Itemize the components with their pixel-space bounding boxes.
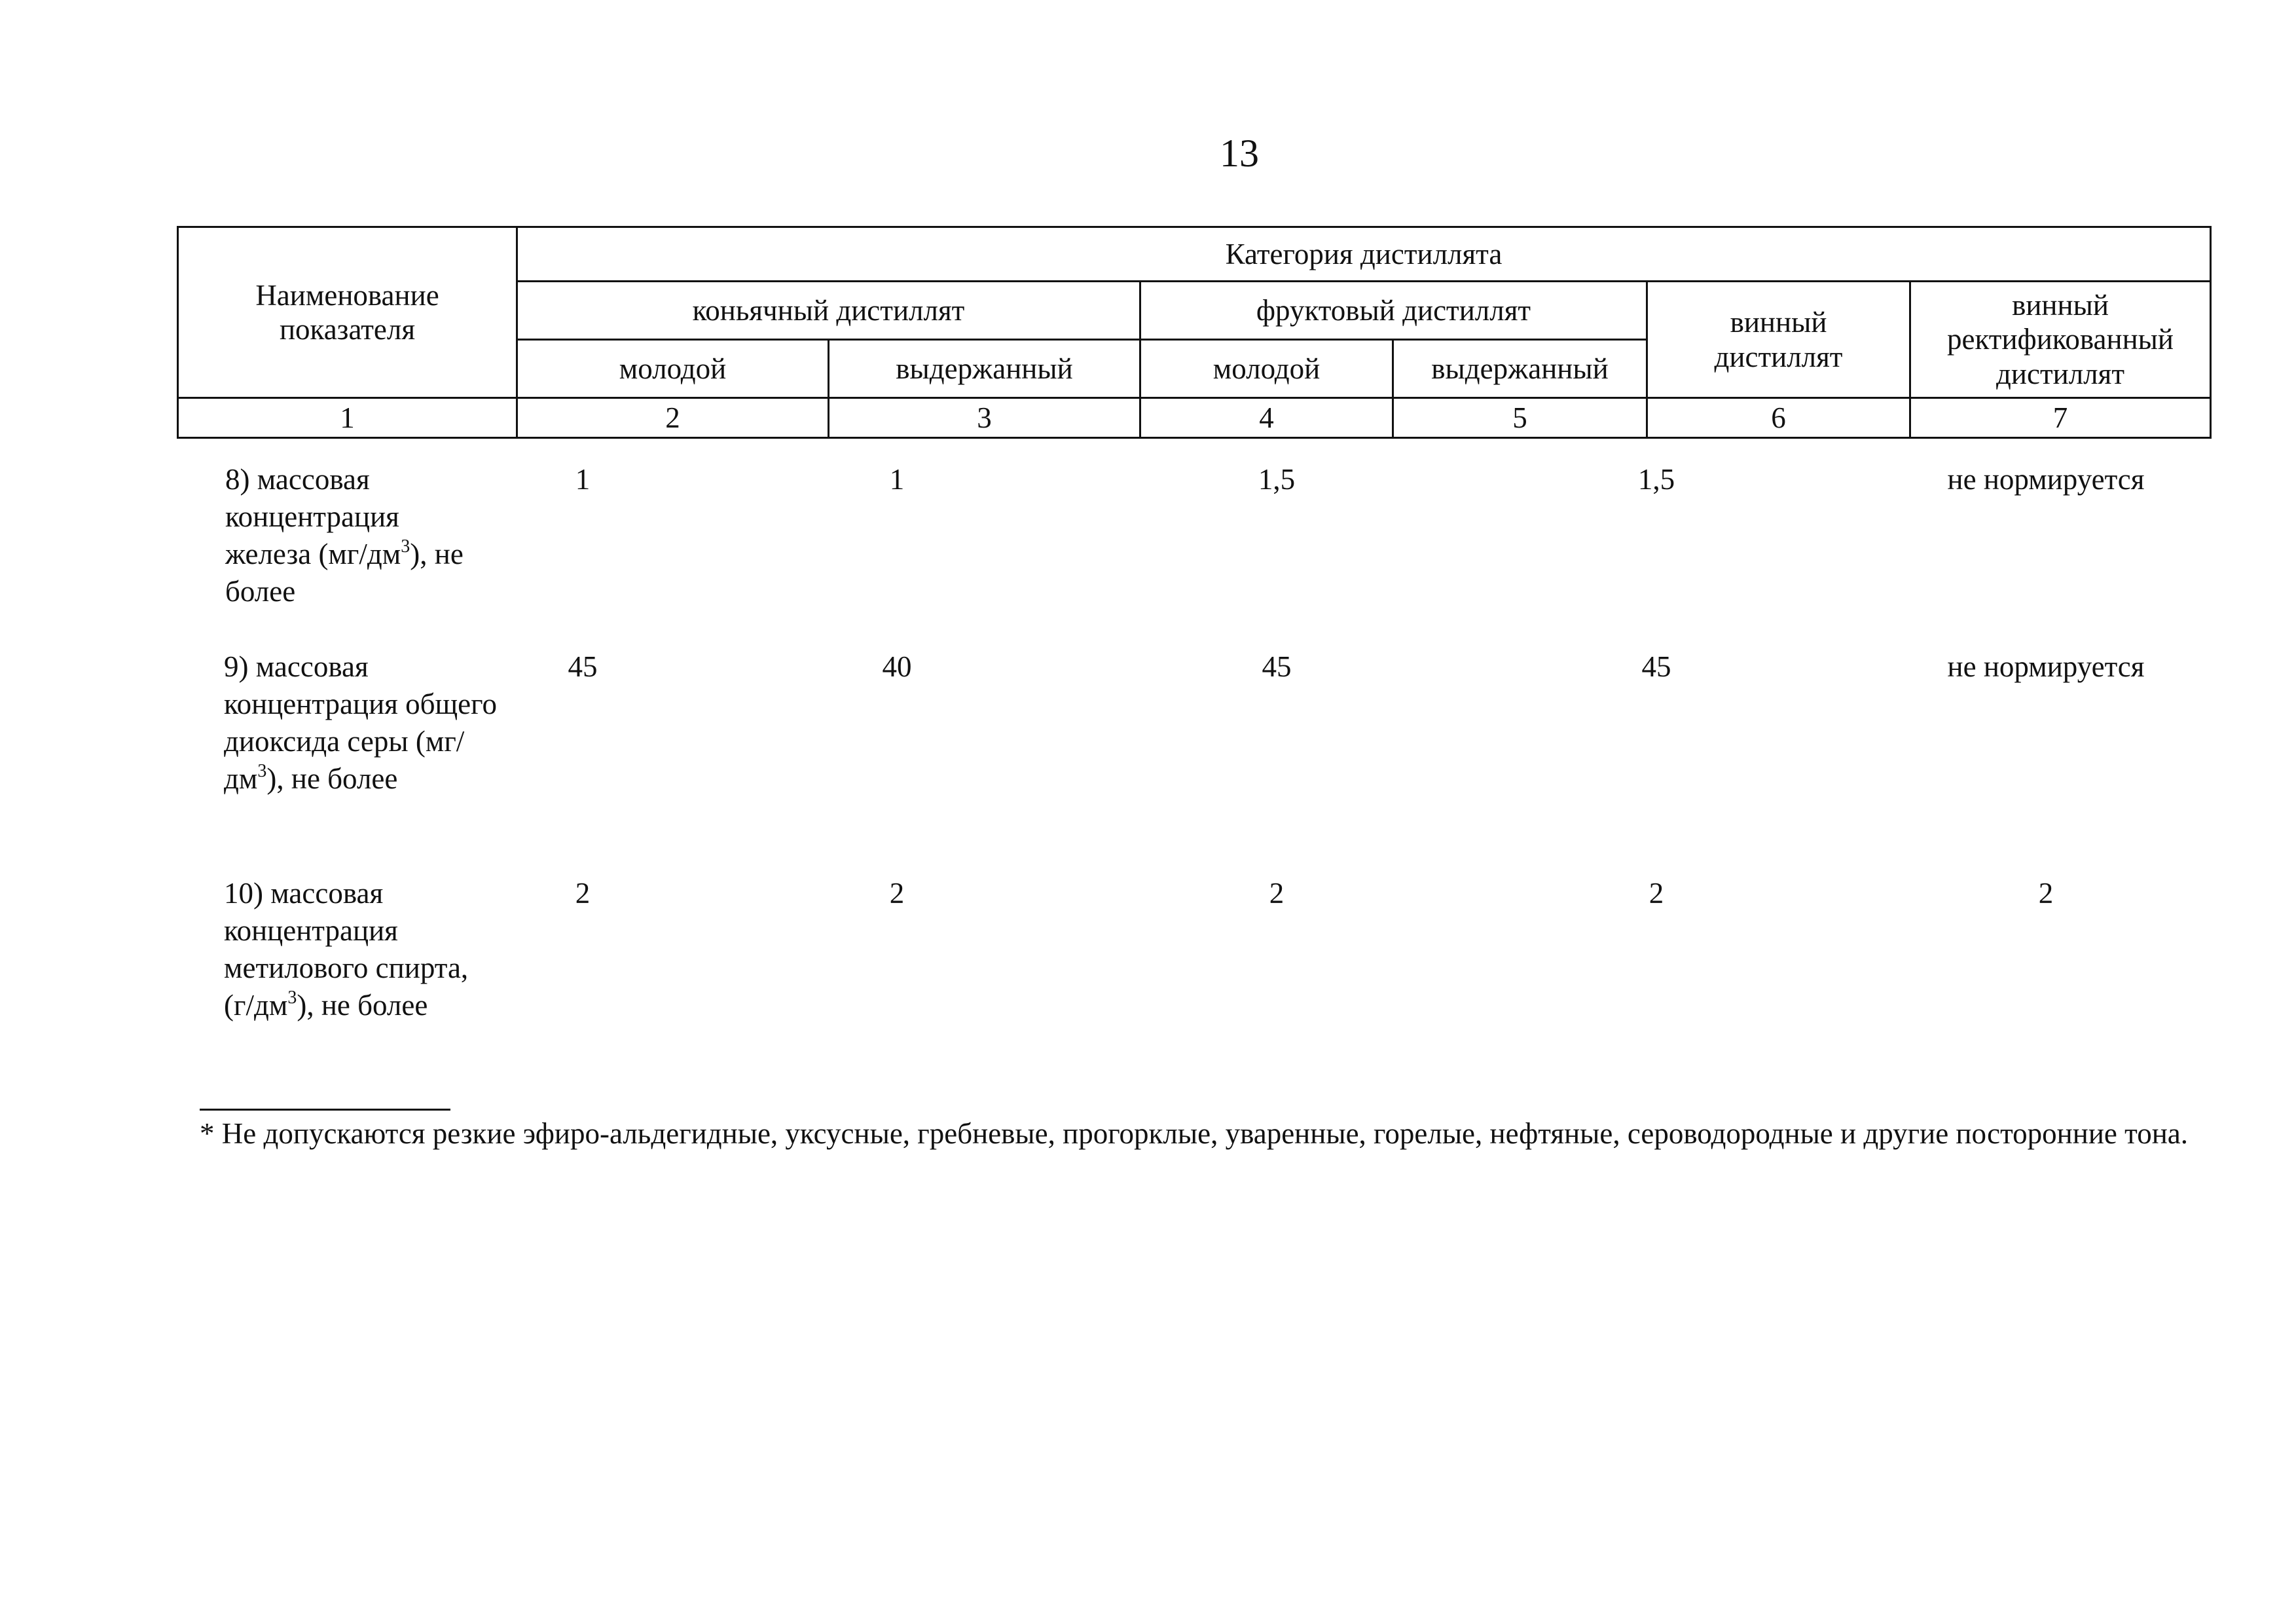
column-number: 2: [517, 398, 829, 438]
value-wine: 1,5: [1637, 463, 1675, 496]
indicator-name: 10) массовая концентрация метилового спирта, $(г/дм^3)$, не более: [224, 877, 469, 1022]
value-fruit: 45: [1262, 650, 1292, 683]
footnote-divider: [200, 1109, 450, 1111]
value-cognac-young: 2: [575, 877, 591, 910]
indicator-name: 8) массовая концентрация железа $(мг/дм^3)$, не более: [225, 463, 464, 608]
value-wine-rectified: не нормируется: [1947, 463, 2145, 496]
value-wine-rectified: не нормируется: [1947, 650, 2145, 683]
column-number: 6: [1647, 398, 1910, 438]
column-number: 3: [829, 398, 1140, 438]
value-wine: 45: [1641, 650, 1671, 683]
column-number: 5: [1393, 398, 1647, 438]
column-number: 7: [1910, 398, 2211, 438]
header-fruit-young: молодой: [1140, 340, 1393, 398]
value-fruit: 2: [1269, 877, 1285, 910]
header-wine-rectified-distillate: винный ректификованный дистиллят: [1910, 282, 2211, 398]
footnote: * Не допускаются резкие эфиро-альдегидные, уксусные, гребневые, прогорклые, уваренные, горелые, нефтяные, сероводородные и другие посторонние тона.: [200, 1117, 2189, 1150]
value-cognac-aged: 40: [882, 650, 912, 683]
header-cognac-young: молодой: [517, 340, 829, 398]
value-cognac-young: 45: [568, 650, 598, 683]
value-fruit: 1,5: [1258, 463, 1296, 496]
value-cognac-aged: 1: [889, 463, 905, 496]
header-fruit-distillate: фруктовый дистиллят: [1140, 282, 1647, 340]
page-number: 13: [1220, 132, 1259, 175]
header-wine-distillate: винный дистиллят: [1647, 282, 1910, 398]
distillate-indicators-table-header: [177, 226, 2212, 439]
value-wine: 2: [1649, 877, 1664, 910]
value-cognac-young: 1: [575, 463, 591, 496]
value-wine-rectified: 2: [2038, 877, 2054, 910]
header-fruit-aged: выдержанный: [1393, 340, 1647, 398]
value-cognac-aged: 2: [889, 877, 905, 910]
column-number: 1: [178, 398, 517, 438]
header-cognac-distillate: коньячный дистиллят: [517, 282, 1140, 340]
header-indicator-name: Наименование показателя: [178, 227, 517, 398]
indicator-name: 9) массовая концентрация общего диоксида серы $(мг/дм^3)$, не более: [224, 650, 497, 795]
header-category: Категория дистиллята: [517, 227, 2211, 282]
column-number: 4: [1140, 398, 1393, 438]
header-cognac-aged: выдержанный: [829, 340, 1140, 398]
